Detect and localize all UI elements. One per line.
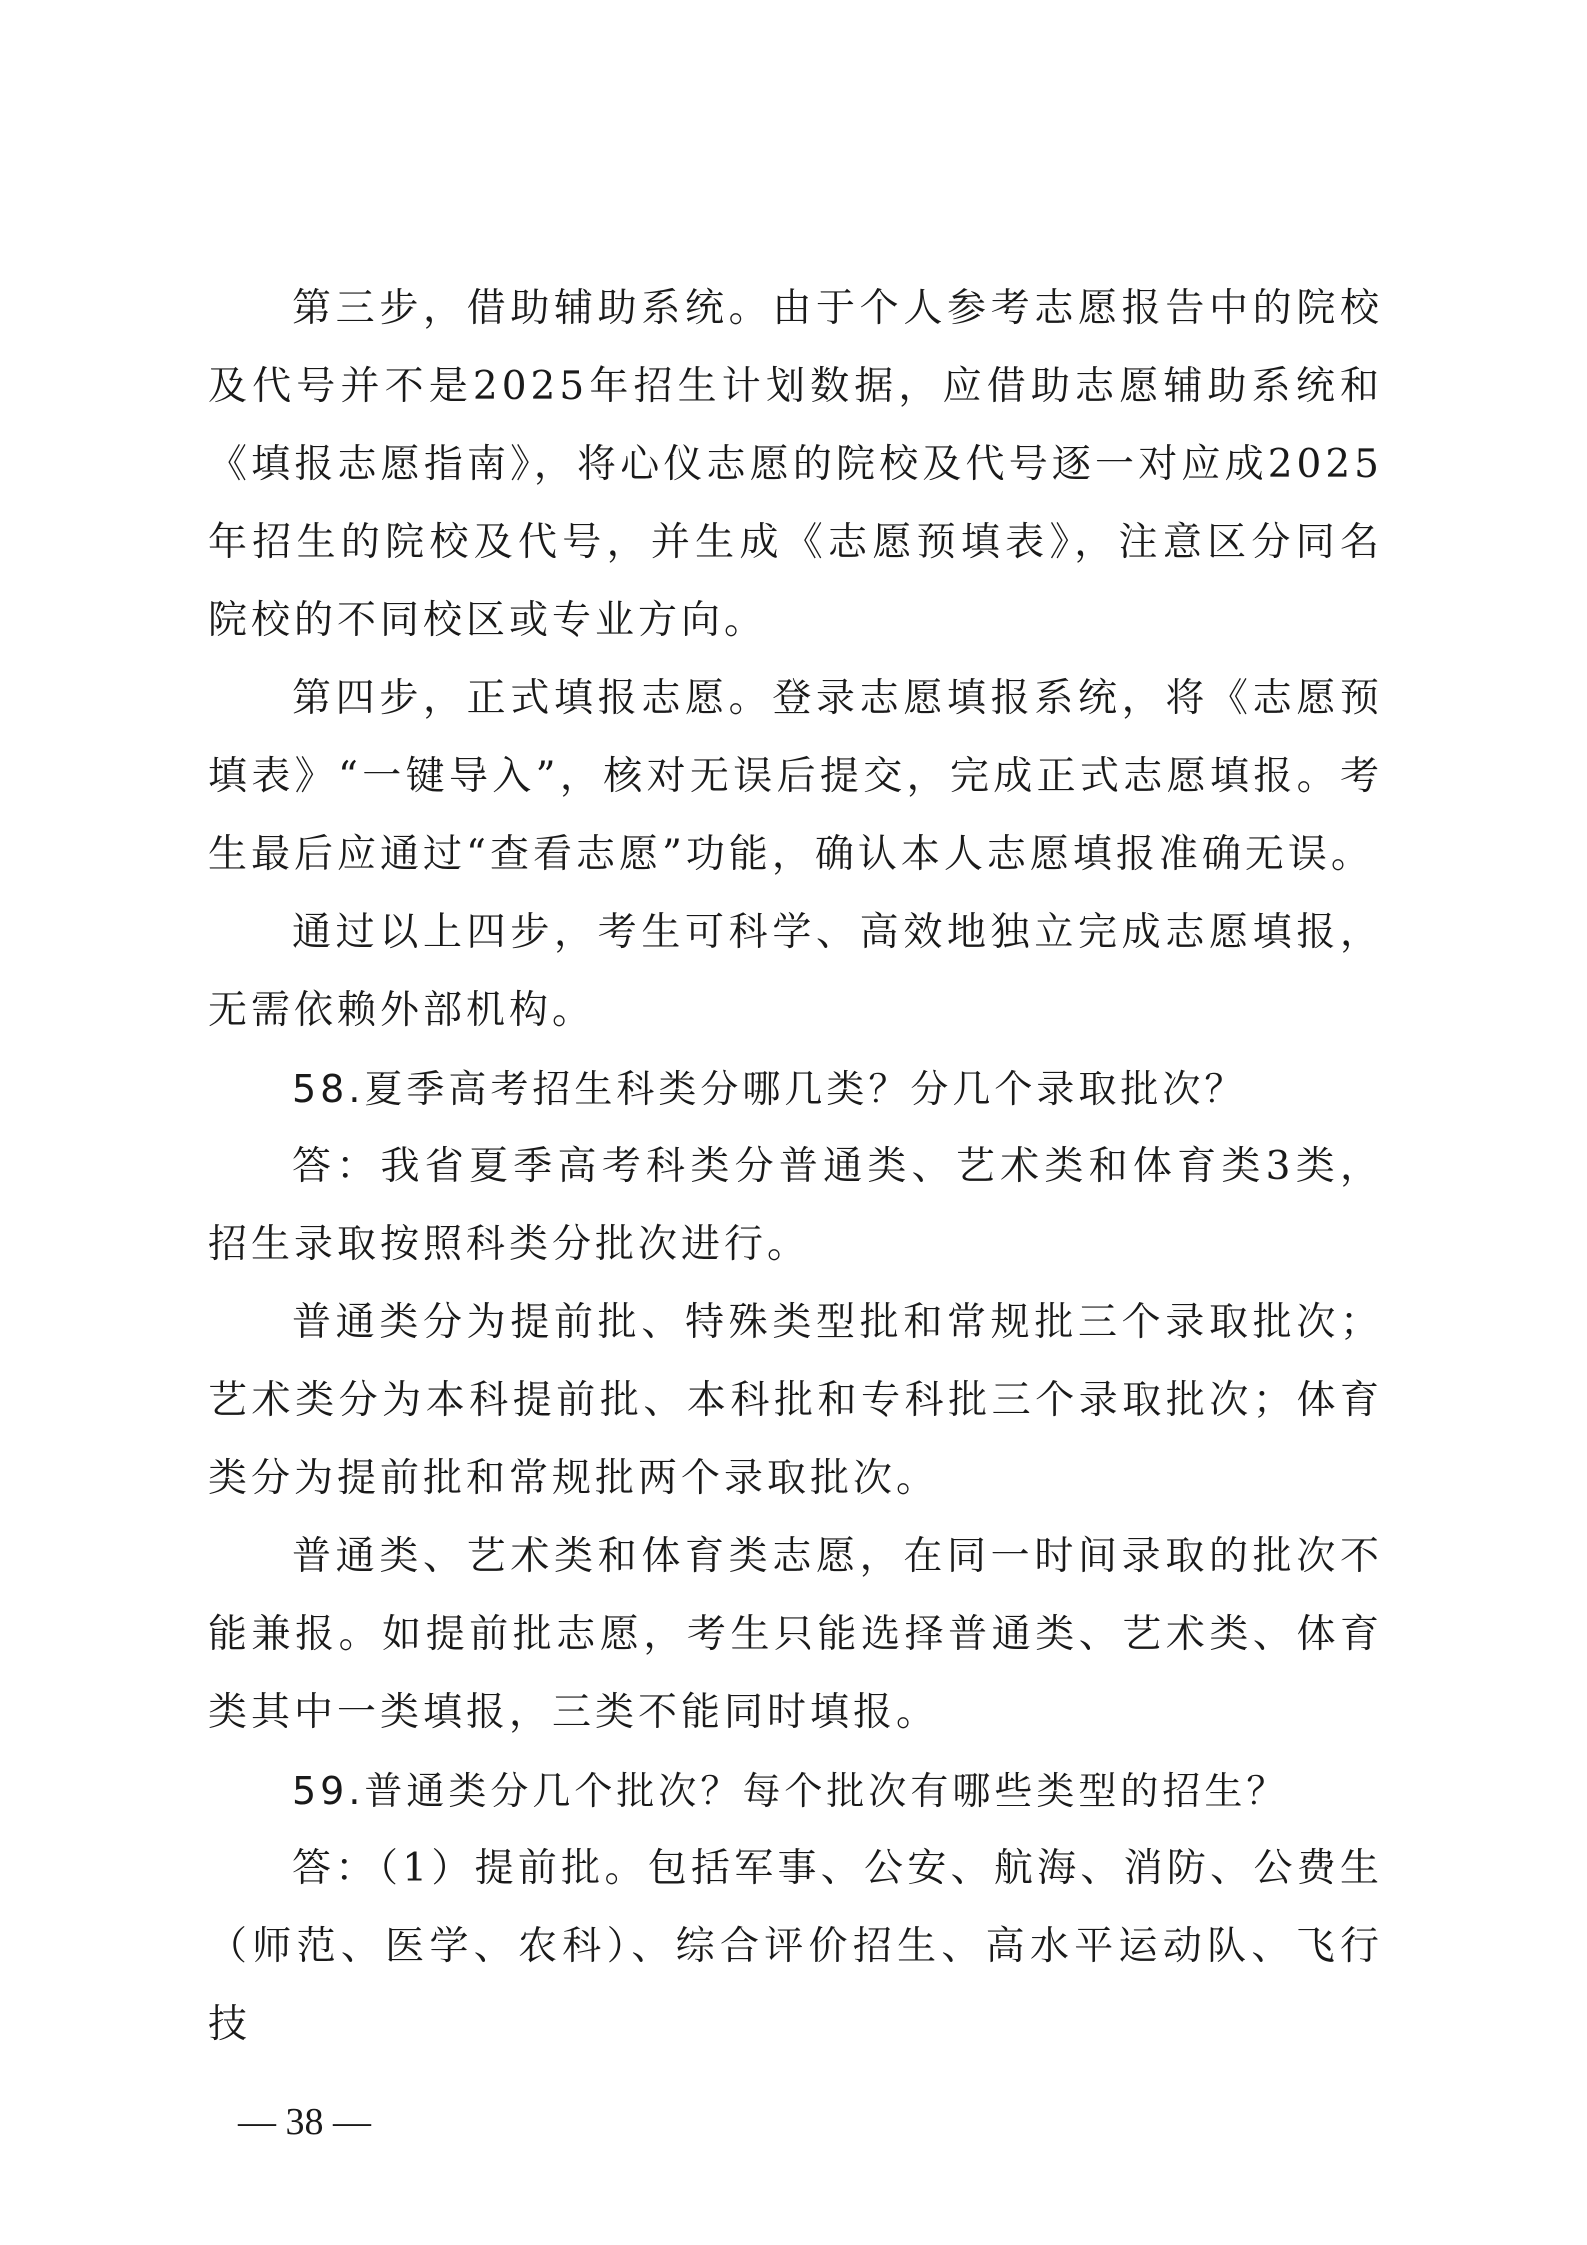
document-body	[208, 270, 1383, 2064]
question-58-heading: 58.夏季高考招生科类分哪几类？分几个录取批次？	[292, 1067, 1247, 1111]
paragraph-summary: 通过以上四步，考生可科学、高效地独立完成志愿填报，无需依赖外部机构。	[208, 910, 1383, 1033]
page-number: — 38 —	[238, 2101, 371, 2143]
paragraph-batches: 普通类分为提前批、特殊类型批和常规批三个录取批次；艺术类分为本科提前批、本科批和专科批三个录取批次；体育类分为提前批和常规批两个录取批次。	[208, 1300, 1383, 1501]
question-59-heading: 59.普通类分几个批次？每个批次有哪些类型的招生？	[292, 1769, 1289, 1813]
paragraph-no-double-apply: 普通类、艺术类和体育类志愿，在同一时间录取的批次不能兼报。如提前批志愿，考生只能选择普通类、艺术类、体育类其中一类填报，三类不能同时填报。	[208, 1534, 1383, 1735]
answer-59-paragraph: 答：（1）提前批。包括军事、公安、航海、消防、公费生（师范、医学、农科）、综合评价招生、高水平运动队、飞行技	[208, 1846, 1383, 2047]
paragraph-step-three: 第三步，借助辅助系统。由于个人参考志愿报告中的院校及代号并不是2025年招生计划数据，应借助志愿辅助系统和《填报志愿指南》，将心仪志愿的院校及代号逐一对应成2025年招生的院校及代号，并生成《志愿预填表》，注意区分同名院校的不同校区或专业方向。	[208, 286, 1383, 643]
answer-58-paragraph: 答：我省夏季高考科类分普通类、艺术类和体育类3类，招生录取按照科类分批次进行。	[208, 1144, 1383, 1267]
paragraph-step-four: 第四步，正式填报志愿。登录志愿填报系统，将《志愿预填表》“一键导入”，核对无误后提交，完成正式志愿填报。考生最后应通过“查看志愿”功能，确认本人志愿填报准确无误。	[208, 676, 1383, 877]
